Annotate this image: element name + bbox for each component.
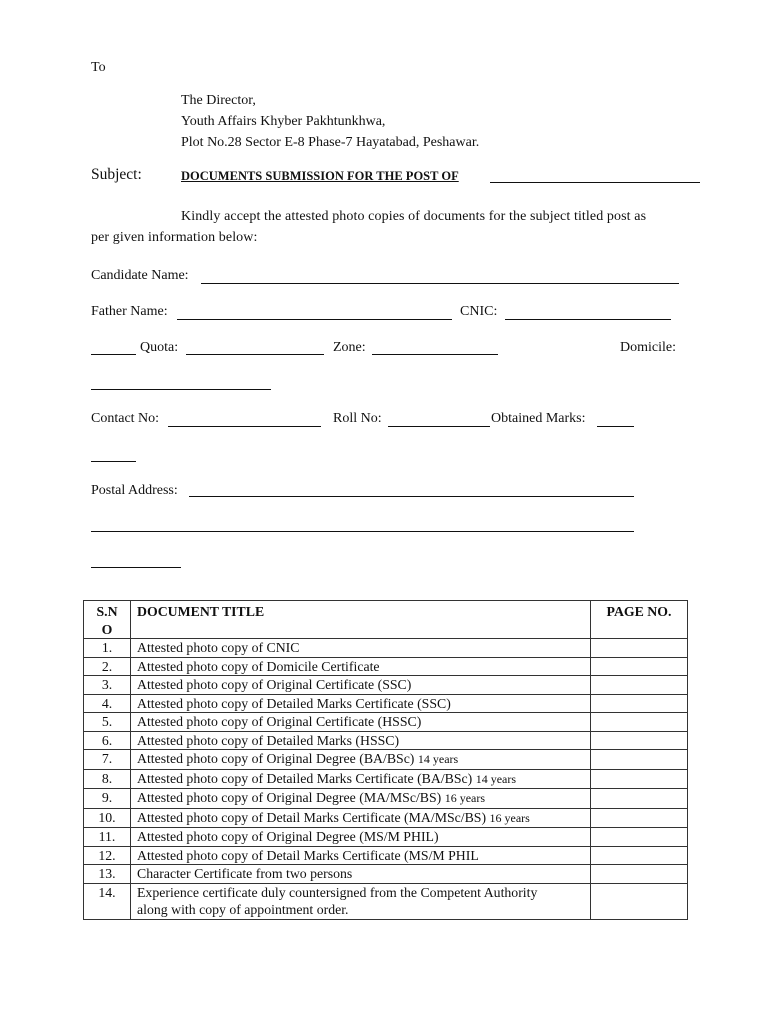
row-page-no-cell[interactable]	[591, 769, 688, 789]
row-title-text: Attested photo copy of Original Certificate (SSC)	[137, 677, 412, 692]
table-row	[84, 808, 688, 828]
row-page-no-cell[interactable]	[591, 846, 688, 865]
candidate-name-label: Candidate Name:	[91, 268, 189, 283]
row-page-no-cell[interactable]	[591, 676, 688, 695]
header-sn-line-2: O	[101, 621, 113, 637]
row-document-title	[131, 865, 591, 884]
row-sn: 4.	[84, 694, 131, 713]
contact-no-label: Contact No:	[91, 411, 160, 426]
header-page-no: PAGE NO.	[591, 601, 688, 639]
row-sn: 11.	[84, 828, 131, 847]
address-line-3: Plot No.28 Sector E-8 Phase-7 Hayatabad, Peshawar.	[181, 135, 480, 150]
postal-address-blank-2[interactable]	[91, 531, 634, 532]
header-sn	[84, 601, 131, 639]
row-document-title	[131, 713, 591, 732]
quota-label: Quota:	[140, 340, 179, 355]
table-row	[84, 694, 688, 713]
subject-label: Subject:	[91, 166, 142, 183]
row-title-text: Attested photo copy of CNIC	[137, 640, 300, 655]
row-title-text: Attested photo copy of Domicile Certificate	[137, 658, 380, 674]
row-title-text: Character Certificate from two persons	[137, 866, 353, 881]
roll-no-label: Roll No:	[333, 411, 382, 426]
row-sn: 5.	[84, 713, 131, 732]
obtained-marks-label: Obtained Marks:	[491, 411, 586, 426]
cnic-blank[interactable]	[505, 319, 671, 320]
row-title-text: Attested photo copy of Detail Marks Certificate (MA/MSc/BS)	[137, 809, 487, 825]
row-title-text: Attested photo copy of Original Degree (BA/BSc)	[137, 751, 415, 766]
table-row	[84, 713, 688, 732]
table-row	[84, 865, 688, 884]
row-document-title	[131, 676, 591, 695]
row-page-no-cell[interactable]	[591, 808, 688, 828]
table-row	[84, 883, 688, 919]
row-document-title	[131, 750, 591, 770]
domicile-label: Domicile:	[620, 340, 676, 355]
documents-table	[83, 600, 688, 920]
father-name-label: Father Name:	[91, 304, 168, 319]
table-row	[84, 789, 688, 809]
row-page-no-cell[interactable]	[591, 639, 688, 658]
address-line-2: Youth Affairs Khyber Pakhtunkhwa,	[181, 114, 386, 129]
postal-address-label: Postal Address:	[91, 483, 178, 498]
header-document-title: DOCUMENT TITLE	[131, 601, 591, 639]
zone-label: Zone:	[333, 340, 366, 355]
table-row	[84, 676, 688, 695]
row-page-no-cell[interactable]	[591, 865, 688, 884]
row-page-no-cell[interactable]	[591, 694, 688, 713]
row-sn: 14.	[84, 883, 131, 919]
row-sn: 7.	[84, 750, 131, 770]
row-document-title	[131, 639, 591, 658]
row-duration-note: 16 years	[444, 791, 486, 805]
quota-blank[interactable]	[186, 354, 324, 355]
table-header-row	[84, 601, 688, 639]
row-sn: 10.	[84, 808, 131, 828]
row-document-title	[131, 731, 591, 750]
row-page-no-cell[interactable]	[591, 731, 688, 750]
row-sn: 12.	[84, 846, 131, 865]
row-document-title	[131, 769, 591, 789]
postal-address-blank-3[interactable]	[91, 567, 181, 568]
row-title-text: Attested photo copy of Detailed Marks (HSSC)	[137, 732, 400, 748]
row-sn: 6.	[84, 731, 131, 750]
table-row	[84, 769, 688, 789]
candidate-name-blank[interactable]	[201, 283, 679, 284]
zone-blank[interactable]	[372, 354, 498, 355]
roll-no-blank[interactable]	[388, 426, 490, 427]
row-page-no-cell[interactable]	[591, 789, 688, 809]
table-row	[84, 639, 688, 658]
row-title-text: Attested photo copy of Original Certificate (HSSC)	[137, 714, 422, 729]
to-label: To	[91, 60, 106, 75]
row-document-title	[131, 828, 591, 847]
row-page-no-cell[interactable]	[591, 657, 688, 676]
father-name-blank[interactable]	[177, 319, 452, 320]
table-row	[84, 828, 688, 847]
domicile-blank[interactable]	[91, 389, 271, 390]
row-duration-note: 14 years	[417, 752, 459, 766]
table-row	[84, 750, 688, 770]
row-title-text: Attested photo copy of Original Degree (MA/MSc/BS)	[137, 790, 442, 805]
row-document-title	[131, 694, 591, 713]
body-line-2: per given information below:	[91, 230, 258, 245]
row-title-text: Attested photo copy of Detail Marks Certificate (MS/M PHIL	[137, 847, 479, 863]
body-line-1: Kindly accept the attested photo copies of documents for the subject titled post as	[181, 209, 647, 224]
obtained-marks-blank-cont[interactable]	[91, 461, 136, 462]
row-sn: 1.	[84, 639, 131, 658]
cnic-label: CNIC:	[460, 304, 498, 319]
row-title-line-2: along with copy of appointment order.	[137, 902, 349, 917]
subject-post-blank[interactable]	[490, 182, 700, 183]
row-duration-note: 16 years	[489, 810, 530, 825]
row-page-no-cell[interactable]	[591, 750, 688, 770]
row-page-no-cell[interactable]	[591, 713, 688, 732]
row-sn: 3.	[84, 676, 131, 695]
contact-no-blank[interactable]	[168, 426, 321, 427]
postal-address-blank-1[interactable]	[189, 496, 634, 497]
row-document-title	[131, 846, 591, 865]
domicile-lead-blank[interactable]	[91, 354, 136, 355]
header-sn-line-1: S.N	[96, 604, 118, 619]
row-title-text: Attested photo copy of Original Degree (MS/M PHIL)	[137, 829, 439, 844]
table-row	[84, 657, 688, 676]
row-page-no-cell[interactable]	[591, 883, 688, 919]
row-title-line-1: Experience certificate duly countersigned from the Competent Authority	[137, 884, 538, 900]
row-page-no-cell[interactable]	[591, 828, 688, 847]
table-row	[84, 846, 688, 865]
row-document-title	[131, 789, 591, 809]
row-sn: 2.	[84, 657, 131, 676]
row-document-title	[131, 808, 591, 828]
address-line-1: The Director,	[181, 93, 256, 108]
row-document-title	[131, 657, 591, 676]
obtained-marks-blank[interactable]	[597, 426, 634, 427]
row-duration-note: 14 years	[475, 771, 517, 786]
subject-title: DOCUMENTS SUBMISSION FOR THE POST OF	[181, 169, 459, 183]
row-sn: 13.	[84, 865, 131, 884]
row-sn: 8.	[84, 769, 131, 789]
row-sn: 9.	[84, 789, 131, 809]
row-document-title	[131, 883, 591, 919]
table-row	[84, 731, 688, 750]
row-title-text: Attested photo copy of Detailed Marks Certificate (BA/BSc)	[137, 770, 473, 786]
row-title-text: Attested photo copy of Detailed Marks Certificate (SSC)	[137, 695, 451, 711]
